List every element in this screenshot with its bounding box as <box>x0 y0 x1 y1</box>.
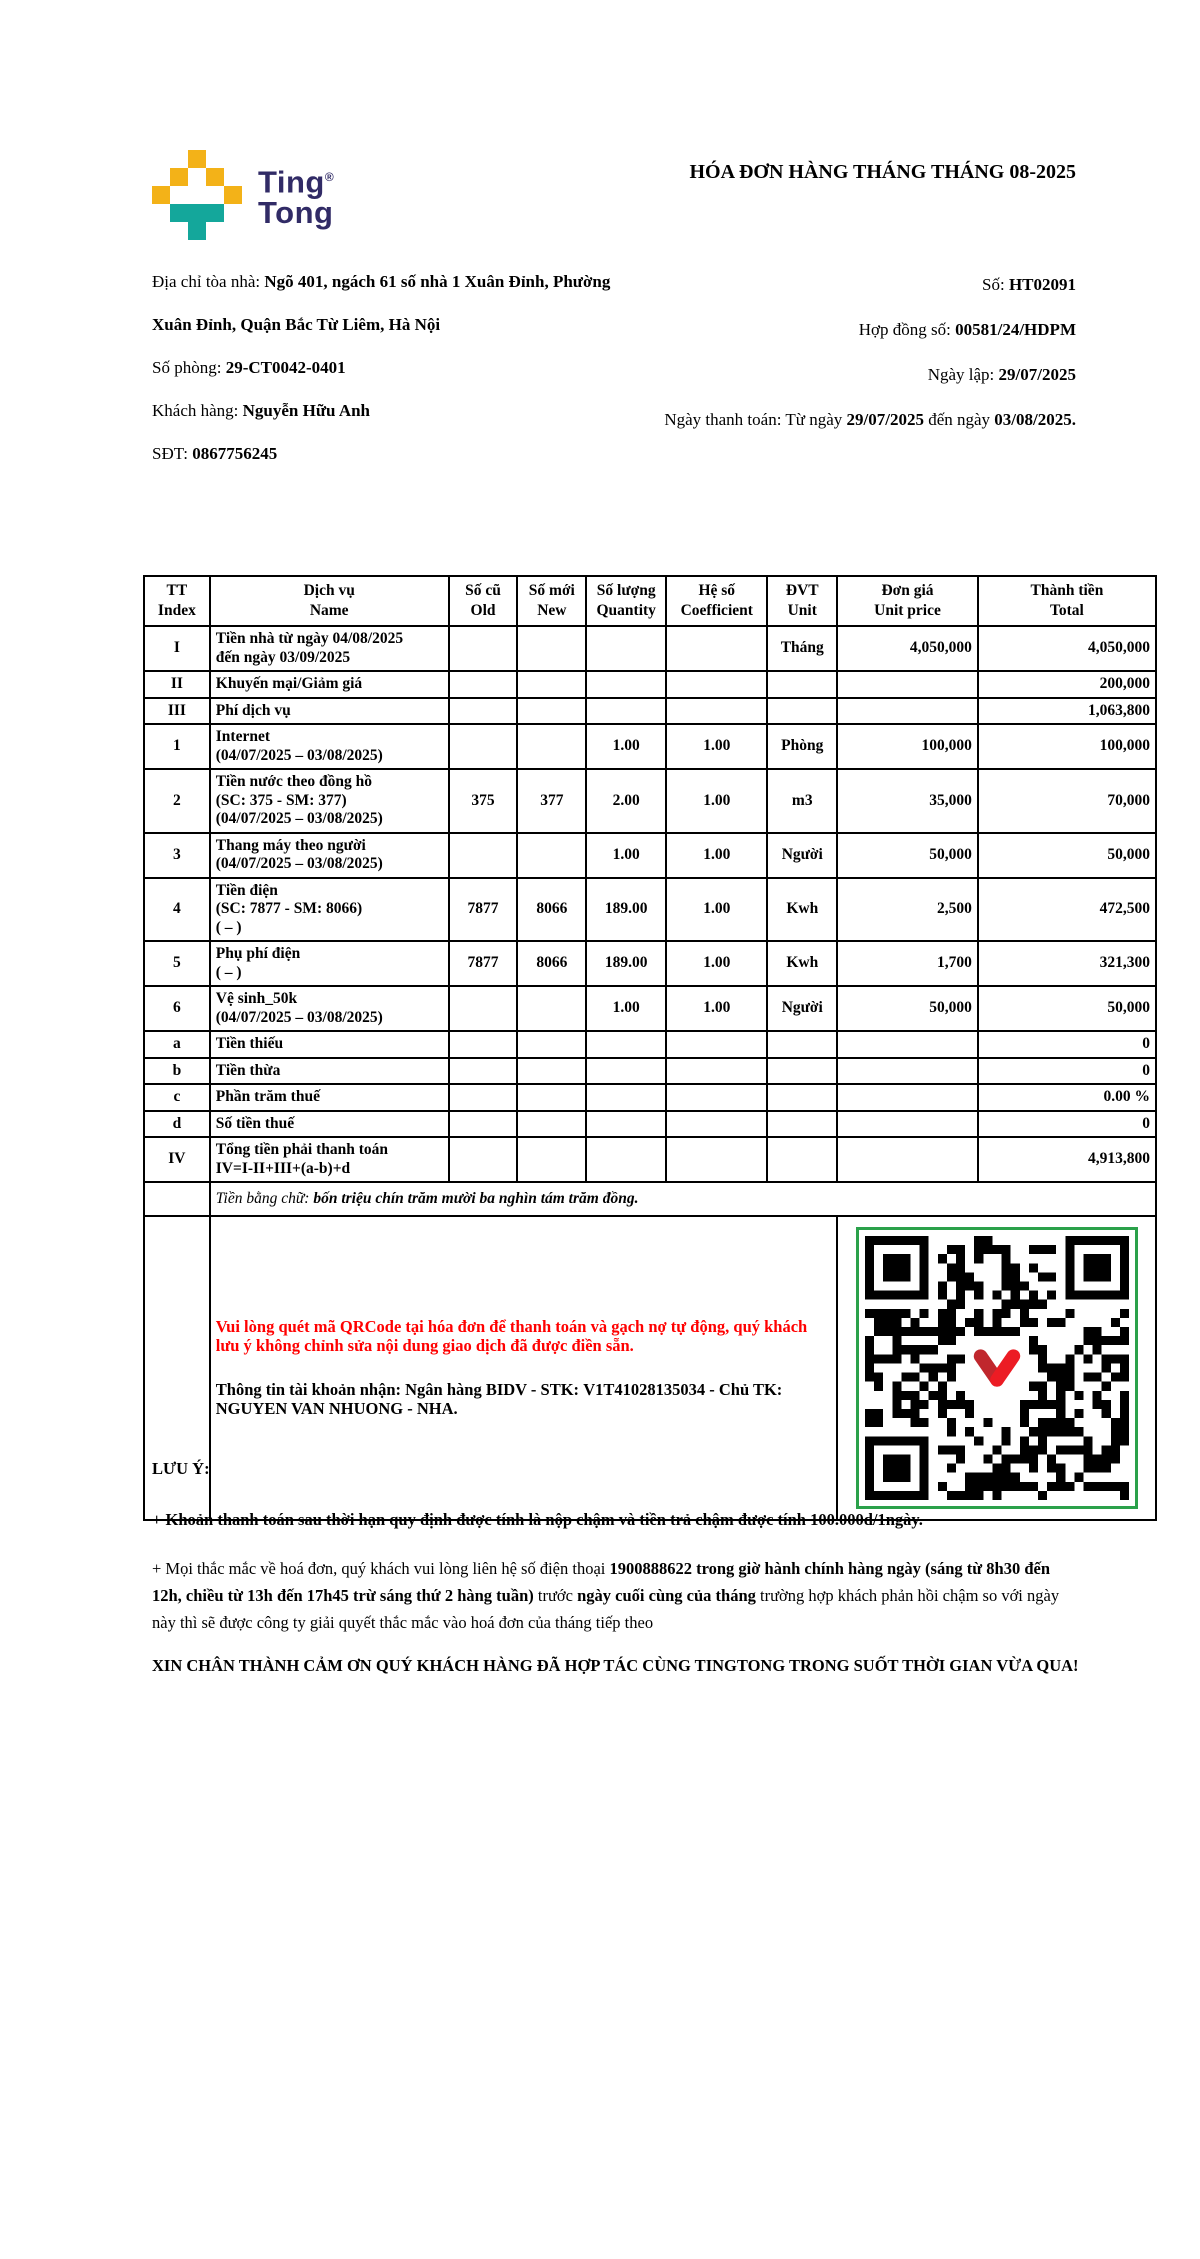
table-row <box>144 671 1156 698</box>
cell-new-reading: 8066 <box>517 878 586 942</box>
invoice-number: Số: HT02091 <box>982 275 1076 294</box>
cell-unit <box>767 1111 837 1138</box>
contract-number: Hợp đồng số: 00581/24/HDPM <box>858 320 1076 339</box>
cell-quantity <box>586 1137 666 1182</box>
customer-info <box>152 260 634 475</box>
cell-new-reading <box>517 986 586 1031</box>
cell-index: 5 <box>144 941 210 986</box>
cell-old-reading <box>449 1084 518 1111</box>
late-payment-note: + Khoản thanh toán sau thời hạn quy định được tính là nộp chậm và tiền trả chậm được tính 100.000d/1ngày. <box>152 1510 923 1529</box>
cell-index: 6 <box>144 986 210 1031</box>
cell-new-reading: 8066 <box>517 941 586 986</box>
cell-coefficient: 1.00 <box>666 769 767 833</box>
cell-quantity: 189.00 <box>586 878 666 942</box>
table-row <box>144 1031 1156 1058</box>
cell-index: 4 <box>144 878 210 942</box>
cell-total: 100,000 <box>978 724 1156 769</box>
cell-new-reading <box>517 671 586 698</box>
cell-service-name: Phần trăm thuế <box>210 1084 449 1111</box>
cell-index: b <box>144 1058 210 1085</box>
cell-old-reading <box>449 671 518 698</box>
cell-old-reading <box>449 1031 518 1058</box>
cell-new-reading <box>517 1031 586 1058</box>
col-header-index: TT Index <box>144 576 210 626</box>
cell-index: III <box>144 698 210 725</box>
cell-quantity: 189.00 <box>586 941 666 986</box>
amount-in-words: Tiền bằng chữ: bốn triệu chín trăm mười ba nghìn tám trăm đồng. <box>210 1182 1156 1216</box>
cell-coefficient <box>666 698 767 725</box>
cell-index: a <box>144 1031 210 1058</box>
logo-pixel <box>206 168 224 186</box>
cell-new-reading <box>517 1111 586 1138</box>
cell-quantity <box>586 671 666 698</box>
table-row <box>144 1084 1156 1111</box>
logo-pixel <box>170 168 188 186</box>
cell-unit: Người <box>767 833 837 878</box>
cell-coefficient: 1.00 <box>666 724 767 769</box>
cell-service-name: Tiền nhà từ ngày 04/08/2025 đến ngày 03/09/2025 <box>210 626 449 671</box>
cell-quantity <box>586 1084 666 1111</box>
cell-coefficient <box>666 1111 767 1138</box>
empty-cell <box>144 1182 210 1216</box>
cell-unit: Người <box>767 986 837 1031</box>
invoice-table <box>143 575 1157 1521</box>
cell-index: 1 <box>144 724 210 769</box>
qr-warning-text: Vui lòng quét mã QRCode tại hóa đơn để thanh toán và gạch nợ tự động, quý khách lưu ý không chỉnh sửa nội dung giao dịch đã được điền sẵn. <box>215 1317 808 1355</box>
table-row <box>144 833 1156 878</box>
cell-service-name: Phí dịch vụ <box>210 698 449 725</box>
table-row <box>144 698 1156 725</box>
cell-coefficient <box>666 1031 767 1058</box>
col-header-name: Dịch vụ Name <box>210 576 449 626</box>
cell-service-name: Tiền thiếu <box>210 1031 449 1058</box>
page-title: HÓA ĐƠN HÀNG THÁNG THÁNG 08-2025 <box>689 161 1076 183</box>
cell-coefficient <box>666 1137 767 1182</box>
registered-mark: ® <box>324 169 335 184</box>
cell-quantity <box>586 1111 666 1138</box>
cell-service-name: Phụ phí điện ( – ) <box>210 941 449 986</box>
footer-notes <box>152 1455 1080 1679</box>
cell-total: 200,000 <box>978 671 1156 698</box>
amount-in-words-row <box>144 1182 1156 1216</box>
cell-quantity: 2.00 <box>586 769 666 833</box>
cell-unit-price <box>837 698 978 725</box>
cell-new-reading: 377 <box>517 769 586 833</box>
cell-old-reading <box>449 1111 518 1138</box>
invoice-meta <box>596 262 1076 442</box>
building-address: Địa chỉ tòa nhà: Ngõ 401, ngách 61 số nhà 1 Xuân Đỉnh, Phường Xuân Đỉnh, Quận Bắc Từ Liêm, Hà Nội <box>152 272 611 334</box>
cell-index: c <box>144 1084 210 1111</box>
cell-quantity <box>586 1031 666 1058</box>
cell-new-reading <box>517 626 586 671</box>
cell-quantity: 1.00 <box>586 986 666 1031</box>
cell-unit-price <box>837 1111 978 1138</box>
cell-service-name: Số tiền thuế <box>210 1111 449 1138</box>
cell-unit-price <box>837 1137 978 1182</box>
cell-unit-price: 50,000 <box>837 833 978 878</box>
cell-index: d <box>144 1111 210 1138</box>
cell-total: 70,000 <box>978 769 1156 833</box>
cell-unit-price <box>837 1031 978 1058</box>
col-header-unit-price: Đơn giá Unit price <box>837 576 978 626</box>
table-row <box>144 1137 1156 1182</box>
cell-quantity <box>586 1058 666 1085</box>
col-header-unit: ĐVT Unit <box>767 576 837 626</box>
cell-unit <box>767 1137 837 1182</box>
cell-old-reading <box>449 986 518 1031</box>
cell-new-reading <box>517 698 586 725</box>
cell-index: II <box>144 671 210 698</box>
tingtong-logo-text: Ting® Tong <box>258 164 335 231</box>
bank-account-info: Thông tin tài khoản nhận: Ngân hàng BIDV - STK: V1T41028135034 - Chủ TK: NGUYEN VAN NHUONG - NHA. <box>215 1380 783 1418</box>
cell-quantity <box>586 626 666 671</box>
cell-service-name: Internet (04/07/2025 – 03/08/2025) <box>210 724 449 769</box>
col-header-quantity: Số lượng Quantity <box>586 576 666 626</box>
cell-service-name: Tiền nước theo đồng hồ (SC: 375 - SM: 377) (04/07/2025 – 03/08/2025) <box>210 769 449 833</box>
col-header-total: Thành tiền Total <box>978 576 1156 626</box>
cell-coefficient: 1.00 <box>666 986 767 1031</box>
cell-coefficient: 1.00 <box>666 941 767 986</box>
cell-old-reading <box>449 724 518 769</box>
cell-unit-price: 2,500 <box>837 878 978 942</box>
cell-total: 50,000 <box>978 833 1156 878</box>
payment-period: Ngày thanh toán: Từ ngày 29/07/2025 đến ngày 03/08/2025. <box>664 410 1076 429</box>
cell-new-reading <box>517 1058 586 1085</box>
table-row <box>144 941 1156 986</box>
cell-coefficient: 1.00 <box>666 833 767 878</box>
cell-old-reading <box>449 1058 518 1085</box>
cell-coefficient <box>666 671 767 698</box>
cell-old-reading: 7877 <box>449 941 518 986</box>
cell-unit <box>767 1084 837 1111</box>
cell-unit-price: 4,050,000 <box>837 626 978 671</box>
cell-unit-price: 35,000 <box>837 769 978 833</box>
cell-coefficient <box>666 1058 767 1085</box>
cell-unit <box>767 1058 837 1085</box>
cell-total: 1,063,800 <box>978 698 1156 725</box>
cell-coefficient <box>666 626 767 671</box>
cell-total: 0 <box>978 1031 1156 1058</box>
cell-old-reading <box>449 626 518 671</box>
col-header-old: Số cũ Old <box>449 576 518 626</box>
thank-you-note: XIN CHÂN THÀNH CẢM ƠN QUÝ KHÁCH HÀNG ĐÃ HỢP TÁC CÙNG TINGTONG TRONG SUỐT THỜI GIAN VỪA QUA! <box>152 1656 1079 1675</box>
table-row <box>144 986 1156 1031</box>
cell-service-name: Tổng tiền phải thanh toán IV=I-II+III+(a-b)+d <box>210 1137 449 1182</box>
table-row <box>144 1058 1156 1085</box>
cell-index: 3 <box>144 833 210 878</box>
logo-pixel <box>188 222 206 240</box>
cell-old-reading <box>449 1137 518 1182</box>
cell-unit-price <box>837 1058 978 1085</box>
cell-unit-price <box>837 1084 978 1111</box>
cell-unit <box>767 671 837 698</box>
tingtong-logo-icon <box>152 150 242 240</box>
cell-unit-price: 100,000 <box>837 724 978 769</box>
logo-pixel <box>152 186 170 204</box>
invoice-table-body <box>144 626 1156 1182</box>
cell-index: I <box>144 626 210 671</box>
cell-old-reading <box>449 698 518 725</box>
cell-unit: m3 <box>767 769 837 833</box>
cell-index: IV <box>144 1137 210 1182</box>
cell-service-name: Khuyến mại/Giảm giá <box>210 671 449 698</box>
cell-new-reading <box>517 833 586 878</box>
cell-total: 4,913,800 <box>978 1137 1156 1182</box>
cell-quantity <box>586 698 666 725</box>
customer-phone: SĐT: 0867756245 <box>152 444 278 463</box>
cell-unit <box>767 698 837 725</box>
cell-new-reading <box>517 1137 586 1182</box>
cell-unit: Tháng <box>767 626 837 671</box>
cell-old-reading: 375 <box>449 769 518 833</box>
cell-unit-price <box>837 671 978 698</box>
cell-total: 0 <box>978 1058 1156 1085</box>
cell-service-name: Thang máy theo người (04/07/2025 – 03/08/2025) <box>210 833 449 878</box>
cell-total: 50,000 <box>978 986 1156 1031</box>
cell-old-reading <box>449 833 518 878</box>
tingtong-logo <box>152 150 334 240</box>
cell-unit <box>767 1031 837 1058</box>
cell-new-reading <box>517 724 586 769</box>
cell-coefficient <box>666 1084 767 1111</box>
logo-pixel <box>224 186 242 204</box>
notes-heading: LƯU Ý: <box>152 1459 210 1478</box>
cell-old-reading: 7877 <box>449 878 518 942</box>
table-row <box>144 878 1156 942</box>
cell-service-name: Vệ sinh_50k (04/07/2025 – 03/08/2025) <box>210 986 449 1031</box>
table-row <box>144 724 1156 769</box>
customer-name: Khách hàng: Nguyễn Hữu Anh <box>152 401 370 420</box>
table-row <box>144 1111 1156 1138</box>
cell-service-name: Tiền thừa <box>210 1058 449 1085</box>
cell-unit: Phòng <box>767 724 837 769</box>
cell-unit: Kwh <box>767 941 837 986</box>
cell-new-reading <box>517 1084 586 1111</box>
logo-pixel <box>170 204 224 222</box>
table-header-row <box>144 576 1156 626</box>
cell-unit-price: 1,700 <box>837 941 978 986</box>
cell-index: 2 <box>144 769 210 833</box>
table-row <box>144 769 1156 833</box>
cell-unit: Kwh <box>767 878 837 942</box>
logo-pixel <box>188 150 206 168</box>
cell-total: 0 <box>978 1111 1156 1138</box>
cell-total: 4,050,000 <box>978 626 1156 671</box>
room-number: Số phòng: 29-CT0042-0401 <box>152 358 346 377</box>
issue-date: Ngày lập: 29/07/2025 <box>927 365 1076 384</box>
table-row <box>144 626 1156 671</box>
cell-quantity: 1.00 <box>586 724 666 769</box>
cell-quantity: 1.00 <box>586 833 666 878</box>
cell-total: 0.00 % <box>978 1084 1156 1111</box>
cell-coefficient: 1.00 <box>666 878 767 942</box>
hotline-note: + Mọi thắc mắc về hoá đơn, quý khách vui lòng liên hệ số điện thoại 1900888622 trong giờ hành chính hàng ngày (sáng từ 8h30 đến 12h, chiều từ 13h đến 17h45 trừ sáng thứ 2 hàng tuần) trước ngày cuối cùng của tháng trường hợp khách phản hồi chậm so với ngày này thì sẽ được công ty giải quyết thắc mắc vào hoá đơn của tháng tiếp theo <box>152 1559 1060 1632</box>
cell-total: 321,300 <box>978 941 1156 986</box>
cell-unit-price: 50,000 <box>837 986 978 1031</box>
col-header-coefficient: Hệ số Coefficient <box>666 576 767 626</box>
cell-total: 472,500 <box>978 878 1156 942</box>
col-header-new: Số mới New <box>517 576 586 626</box>
cell-service-name: Tiền điện (SC: 7877 - SM: 8066) ( – ) <box>210 878 449 942</box>
